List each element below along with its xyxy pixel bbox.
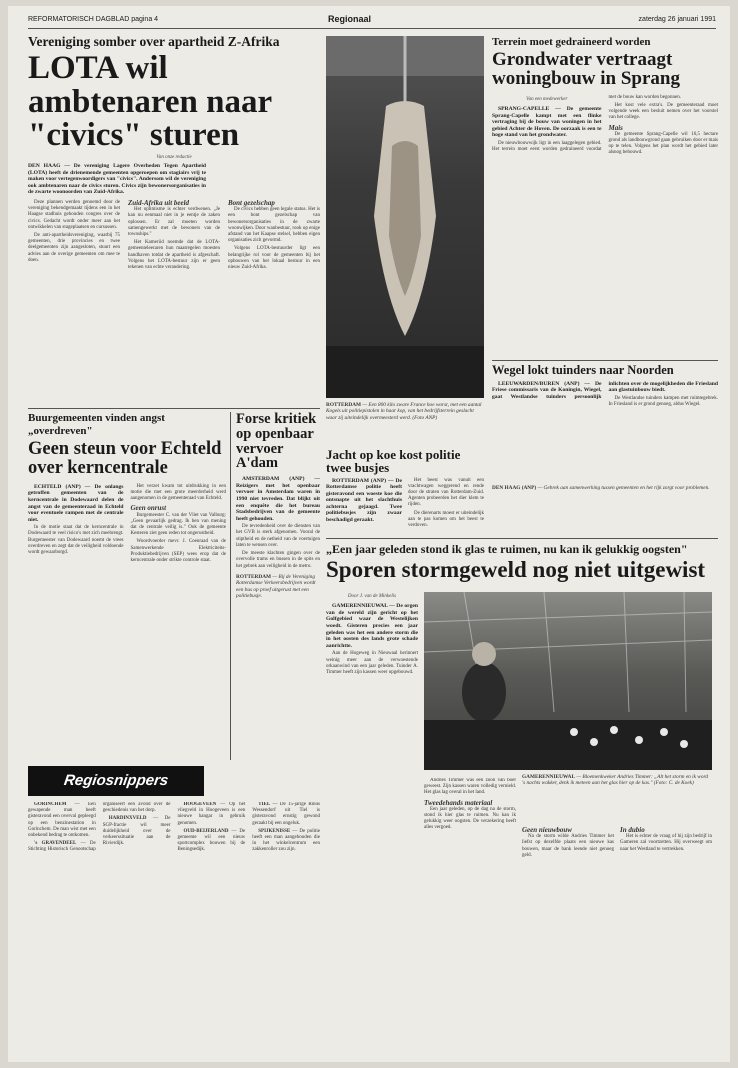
grondwater-body xyxy=(492,95,718,335)
forse-caption-place: ROTTERDAM xyxy=(236,573,272,580)
greenhouse-photo xyxy=(424,592,712,770)
storm-article xyxy=(326,542,718,1054)
wegel-caption-place: DEN HAAG (ANP) xyxy=(492,484,537,491)
regio-place: HARDINXVELD xyxy=(108,816,147,822)
carcass-caption xyxy=(326,402,484,446)
regio-place: OUD-BEIJERLAND xyxy=(183,828,229,834)
jacht-article xyxy=(326,448,484,536)
regio-text: De politie heeft een man aangehouden die in het winkelcentrum een zakkenroller zou zijn. xyxy=(252,828,320,853)
regiosnippers-body xyxy=(28,802,320,1054)
regio-item: GORINCHEM — Een gewapende man heeft gisteravond een overval gepleegd op een benzinestation in Gorinchem. De man wist met een onbekend bedrag te ontkomen. xyxy=(28,802,96,839)
regio-text: De 15-jarige Rinus Wessendorf uit Tiel is gisteravond ernstig gewond geraakt bij een ongeluk. xyxy=(252,802,320,826)
forse-body xyxy=(236,476,320,570)
storm-headline: Sporen stormgeweld nog niet uitgewist xyxy=(326,557,706,582)
lota-byline: Van onze redactie xyxy=(156,154,192,160)
jacht-body2: De dierenarts moest er uiteindelijk aan te pas komen om het beest te verdoven. xyxy=(408,510,484,528)
greenhouse-caption xyxy=(522,774,712,818)
regio-place: SPIJKENISSE xyxy=(258,828,291,834)
grondwater-body2: Het kost vele extra's. De gemeenteraad moet volgende week een besluit nemen over het voorstel van het college. xyxy=(608,102,718,121)
echteld-body3: Burgemeester C. van der Vliet van Valburg: „Geen gevaarlijk gedrag. Ik ben van mening dat de centrale veilig is." Ook de gemeente Kesteren ziet geen reden tot ongerustheid. xyxy=(130,512,226,537)
lota-body xyxy=(28,200,320,350)
regio-place: HOOGEVEEN xyxy=(183,802,217,807)
grondwater-body1: De nieuwbouwwijk ligt in een laaggelegen gebied. Het terrein moet eerst worden gedraineerd voordat met de bouw kan worden begonnen. xyxy=(492,94,681,153)
header-date: zaterdag 26 januari 1991 xyxy=(638,16,716,23)
echteld-body1: In de motie staat dat de kerncentrale in Dodewaard te veel risico's met zich meebrengt. Burgemeester van Dodewaard noemt de vrees overdreven en zegt dat de veiligheid voldoende wordt gewaarborgd. xyxy=(28,525,124,556)
header-section: Regionaal xyxy=(328,14,372,24)
regio-place: TIEL xyxy=(258,802,271,807)
jacht-body1: Het beest was vanuit een vrachtwagen weggerend en rende door de straten van Rotterdam-Zuid. Agenten probeerden het dier klem te rijden. xyxy=(408,477,484,508)
storm-body2: Andries Timmer was een zoon van boer geweest. Zijn kassen waren volledig vernield. Het glas lag overal in het land. xyxy=(424,778,516,796)
storm-sub2: Geen nieuwbouw xyxy=(522,826,572,834)
echteld-body xyxy=(28,484,226,760)
lota-kicker: Vereniging somber over apartheid Z-Afrika xyxy=(28,34,280,49)
storm-byline: Door J. van de Minkelis xyxy=(347,594,397,599)
greenhouse-caption-text: — Bloemenkweker Andries Timmer: „Alt het storm en ik word 's nachts wakker, denk ik meteen aan het glas hier op de kas." (Foto: C. de Koek) xyxy=(522,774,708,787)
regio-item: OUD-BEIJERLAND — De gemeente wil een nieuw sportcomplex bouwen bij de Beningsedijk. xyxy=(177,828,246,853)
carcass-caption-place: ROTTERDAM xyxy=(326,402,362,408)
lota-body2: De anti-apartheidsvereniging, waarbij 75 gemeenten, drie provincies en twee deelgemeenten zijn aangesloten, stuurt een advies aan de overige gemeenten om mee te doen. xyxy=(28,232,120,263)
greenhouse-caption-place: GAMERENNIEUWAL xyxy=(522,774,575,780)
storm-sub3: In dubio xyxy=(620,826,645,834)
grondwater-headline: Grondwater vertraagt woningbouw in Sprang xyxy=(492,49,680,90)
lota-body6: Volgens LOTA-bestuurder ligt een belangrijke rol voor de gemeenten bij het opbouwen van het lokaal bestuur in een nieuw Zuid-Afrika. xyxy=(228,246,320,270)
jacht-headline: Jacht op koe kost politie twee busjes xyxy=(326,448,461,476)
forse-article xyxy=(236,412,320,760)
divider xyxy=(326,538,718,539)
carcass-photo xyxy=(326,36,484,398)
grondwater-byline: Van een medewerker xyxy=(526,96,568,102)
lota-lead: DEN HAAG — De vereniging Lagere Overheden Tegen Apartheid (LOTA) heeft de drienemende gemeenten opgeroepen om stagiairs vrij te maken voor vertegenwoordigers van "civics". Andersom wil de vereniging ook ambtenaren naar de civics sturen. Civics zijn bewonersorganisaties in de zwarte woonoorden van Zuid-Afrika. xyxy=(28,162,206,196)
forse-lead: AMSTERDAM (ANP) — Reizigers met het openbaar vervoer in Amsterdam waren in 1990 niet tevreden. Dat blijkt uit een enquête die het bureau Stadsbedrijven van de gemeente heeft gehouden. xyxy=(236,476,320,522)
lota-body4: Het Kameriid noemde dat de LOTA-gemeenteleeraren hun maatregelen moesten handhaven totdat de apartheid is afgeschaft. Volgens het LOTA-bestuur zijn er geen tekenen van echte verandering. xyxy=(128,240,220,270)
wegel-body xyxy=(492,381,718,481)
regiosnippers-banner xyxy=(28,766,204,796)
storm-body4: Na de storm wilde Andries Timmer het liefst op dezelfde plaats een nieuwe kas bouwen, maar de bank leende niet genoeg geld. xyxy=(522,834,614,858)
storm-lead: GAMERENNIEUWAL — De orgen van de wereld zijn gericht op het Golfgebied waar de Westelijken woedt. Gisteren precies een jaar geleden was het een andere storm die in het oosten des lands grote schade aanrichtte. xyxy=(326,603,418,649)
wegel-lead: LEEUWARDEN/BUREN (ANP) — De Friese commissaris van de Koningin, Wiegel, gaat Westlandse tuinders persoonlijk inlichten over de mogelijkheden die Friesland aan glastuinbouw biedt. xyxy=(492,380,718,400)
grondwater-sub1: Mais xyxy=(608,123,623,132)
greenhouse-illustration xyxy=(424,592,712,770)
regio-text: De gemeente wil een nieuw sportcomplex bouwen bij de Beningsedijk. xyxy=(177,828,246,853)
wegel-body1: De Westlandse tuinders kampen met ruimtegebrek. In Friesland is er grond genoeg, aldus Wiegel. xyxy=(608,395,718,408)
regiosnippers-title: Regiosnippers xyxy=(62,772,170,789)
wegel-headline: Wegel lokt tuinders naar Noorden xyxy=(492,364,674,377)
regio-item: HARDINXVELD — De SGP-fractie wil meer duidelijkheid over de verkeerssituatie aan de Rivierdijk. xyxy=(102,816,171,847)
forse-caption xyxy=(236,574,320,600)
forse-caption-text: — Bij de Vereniging Rotterdamse Verkeersbedrijven wordt een bus op proef uitgerust met een politiebusje. xyxy=(236,573,316,599)
regio-text: Op het vliegveld in Hoogeveen is een nieuwe hangar in gebruik genomen. xyxy=(177,802,246,826)
storm-col-d xyxy=(620,824,712,1042)
storm-col-b xyxy=(424,778,516,1042)
regio-item: TIEL — De 15-jarige Rinus Wessendorf uit Tiel is gisteravond ernstig gewond geraakt bij een ongeluk. xyxy=(252,802,320,826)
divider xyxy=(230,412,231,760)
storm-kicker: „Een jaar geleden stond ik glas te ruimen, nu kan ik gelukkig oogsten" xyxy=(326,542,688,556)
lota-sub1: Zuid-Afrika uit beeld xyxy=(128,198,190,207)
storm-col-c xyxy=(522,824,614,1042)
storm-body3: Een jaar geleden, op de dag na de storm, stond ik hier glas te ruimen. Nu kan ik gelukkig weer oogsten. De verzekering heeft alles vergoed. xyxy=(424,806,516,831)
lota-sub2: Bont gezelschap xyxy=(228,198,275,207)
regio-item: HOOGEVEEN — Op het vliegveld in Hoogeveen is een nieuwe hangar in gebruik genomen. xyxy=(177,802,246,826)
storm-body1: Aan de Hogeweg in Nieuwaal herinnert weinig meer aan de verwoestende orkaanwind van een jaar geleden. Tuinder A. Timmer heeft zijn kassen weer opgebouwd. xyxy=(326,651,418,675)
header-newspaper: REFORMATORISCH DAGBLAD pagina 4 xyxy=(28,16,159,23)
storm-body5: Het is echter de vraag of hij zijn bedrijf in Gameren zal voortzetten. Hij overweegt om naar het Westland te vertrekken. xyxy=(620,834,712,852)
regio-place: 's GRAVENDEEL xyxy=(34,841,77,847)
wegel-caption-text: — Gebrek aan samenwerking tussen gemeenten en het rijk zorgt voor problemen. xyxy=(537,484,710,491)
forse-body1: De tevredenheid over de diensten van het GVB is sterk afgenomen. Vooral de stiptheid en de netheid van de voertuigen laten te wensen over. xyxy=(236,524,320,548)
echteld-headline: Geen steun voor Echteld over kerncentrale xyxy=(28,439,222,478)
carcass-caption-text: — Een 800 kilo zware France hoe worst, met een aantal Kogels uit politiepistolen in haar kop, van het bedrijfsterrein geslacht waar zij uiteindelijk overmeesterd werd. (Foto ANP) xyxy=(326,402,482,421)
regio-text: De Stichting Historisch Genootschap organiseert een avond over de geschiedenis van het dorp. xyxy=(28,802,171,853)
regio-text: Een gewapende man heeft gisteravond een overval gepleegd op een benzinestation in Gorinchem. De man wist met een onbekend bedrag te ontkomen. xyxy=(28,802,96,839)
grondwater-lead: SPRANG-CAPELLE — De gemeente Sprang-Capelle kampt met een flinke vertraging bij de bouw van woningen in het gebied Achter de Hoven. De oorzaak is een te hoge stand van het grondwater. xyxy=(492,105,602,139)
storm-sub1: Tweedehands materiaal xyxy=(424,798,493,807)
grondwater-body3: De gemeente Sprang-Capelle wil 16,5 hectare grond als landbouwgrond gaan gebruiken door er mais op te telen. Volgens het plan wordt het gebied later alsnog bebouwd. xyxy=(608,131,718,156)
divider xyxy=(28,408,320,409)
echteld-body4: Woordvoerder mevr. J. Coenraad van de Samenwerkende Elektriciteits-Produktiebedrijven (SEP) wees erop dat de kerncentrale onder strikte controle staat. xyxy=(130,539,226,563)
lota-article xyxy=(28,34,320,406)
divider xyxy=(492,360,718,361)
forse-body2: De meeste klachten gingen over de overvolle trams en bussen in de spits en het gebrek aan veiligheid in de metro. xyxy=(236,551,320,569)
carcass-illustration xyxy=(326,36,484,398)
jacht-lead: ROTTERDAM (ANP) — De Rotterdamse politie heeft gisteravond een woeste koe die ontsnapte uit het slachthuis achterna gejaagd. Twee politiebusjes zijn zwaar beschadigd geraakt. xyxy=(326,477,402,524)
newspaper-page xyxy=(8,6,730,1062)
lota-body5: De civics hebben geen legale status. Het is een bont gezelschap van bewonersorganisaties in de zwarte woonwijken. Door wanbestuur, rook op enige afstand van het Kaapse stelsel, hebben eigen organisaties zich gevormd. xyxy=(228,207,320,244)
regio-place: GORINCHEM xyxy=(34,802,67,807)
lota-headline: LOTA wil ambtenaren naar "civics" sturen xyxy=(28,50,272,154)
page-header xyxy=(28,14,716,29)
regio-item: 's GRAVENDEEL — De Stichting Historisch Genootschap organiseert een avond over de geschiedenis van het dorp. xyxy=(28,802,171,853)
regio-item: SPIJKENISSE — De politie heeft een man aangehouden die in het winkelcentrum een zakkenroller zou zijn. xyxy=(252,828,320,853)
regio-text: De SGP-fractie wil meer duidelijkheid over de verkeerssituatie aan de Rivierdijk. xyxy=(102,816,171,847)
echteld-body2: Het verzet kwam tot uitdrukking in een motie die met een grote meerderheid werd aangenomen in de gemeenteraad van Echteld. xyxy=(130,483,226,502)
forse-headline: Forse kritiek op openbaar vervoer A'dam xyxy=(236,412,317,472)
wegel-article xyxy=(492,364,718,532)
jacht-body xyxy=(326,478,484,537)
echteld-article xyxy=(28,412,226,760)
lota-body1: Deze plannen werden genoemd door de vereniging bekendgemaakt tijdens een in het Haagse stadhuis gehouden congres over de civics. Gedacht wordt onder meer aan het ontwikkelen van stageplaatsen en cursussen. xyxy=(28,199,120,230)
echteld-kicker: Buurgemeenten vinden angst „overdreven" xyxy=(28,412,165,437)
wegel-caption xyxy=(492,485,718,491)
echteld-sub1: Geen onrust xyxy=(130,504,167,513)
storm-col-a xyxy=(326,592,418,1042)
grondwater-article xyxy=(492,36,718,358)
grondwater-kicker: Terrein moet gedraineerd worden xyxy=(492,36,651,48)
echteld-lead: ECHTELD (ANP) — De onlangs getroffen gemeenten van de kerncentrale in Dodewaard delen de angst van de gemeenteraad in Echteld voor eventuele rampen met de centrale niet. xyxy=(28,483,124,523)
lota-body3: Het optimisme is echter verdwenen. „Je kan nu eenmaal niet in je eentje de zaken oplossen. Er zal moeten worden samengewerkt met de bewoners van de townships." xyxy=(128,207,220,237)
